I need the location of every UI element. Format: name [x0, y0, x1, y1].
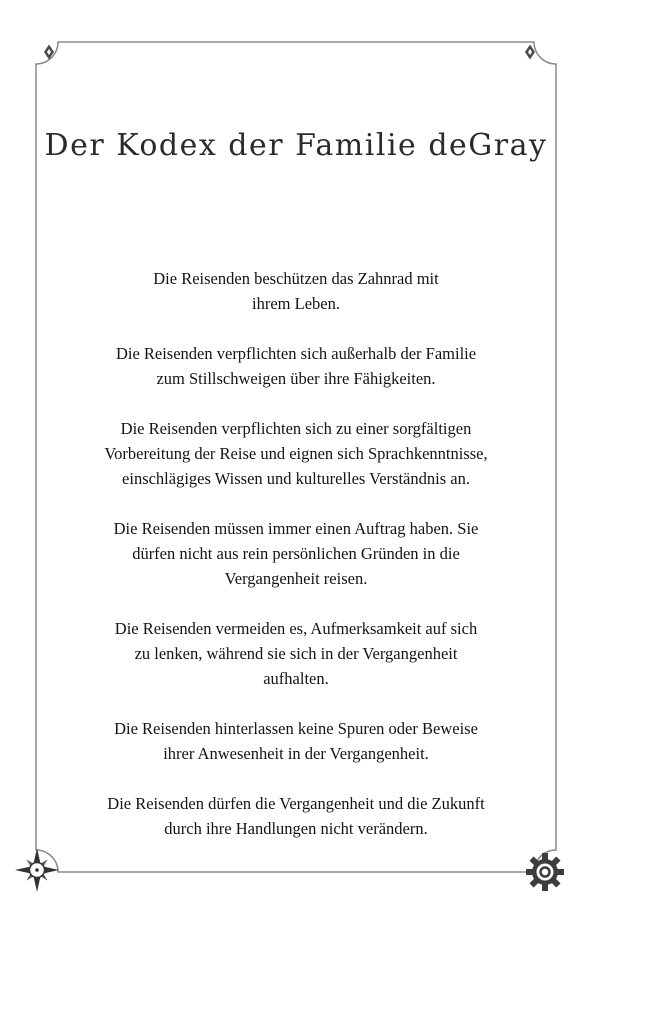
codex-line: Die Reisenden dürfen die Vergangenheit und die Zukunft	[107, 794, 485, 813]
codex-line: Die Reisenden hinterlassen keine Spuren oder Beweise	[114, 719, 478, 738]
codex-line: Vorbereitung der Reise und eignen sich Sprachkenntnisse,	[104, 444, 488, 463]
codex-line: zu lenken, während sie sich in der Vergangenheit	[134, 644, 458, 663]
codex-line: Vergangenheit reisen.	[224, 569, 368, 588]
codex-paragraph	[66, 416, 526, 491]
compass-rose-icon	[12, 845, 62, 895]
codex-line: Die Reisenden müssen immer einen Auftrag haben. Sie	[113, 519, 479, 538]
codex-paragraphs	[66, 266, 526, 866]
page-title: Der Kodex der Familie deGray	[44, 128, 548, 163]
gear-icon	[524, 851, 566, 893]
diamond-ornament-icon	[519, 41, 541, 63]
codex-paragraph	[66, 516, 526, 591]
diamond-ornament-icon	[38, 41, 60, 63]
codex-line: Die Reisenden verpflichten sich außerhalb der Familie	[115, 344, 477, 363]
codex-line: durch ihre Handlungen nicht verändern.	[164, 819, 428, 838]
codex-line: einschlägiges Wissen und kulturelles Verständnis an.	[122, 469, 470, 488]
codex-paragraph	[66, 341, 526, 391]
codex-paragraph	[66, 266, 526, 316]
codex-paragraph	[66, 716, 526, 766]
codex-line: ihrer Anwesenheit in der Vergangenheit.	[163, 744, 429, 763]
codex-line: zum Stillschweigen über ihre Fähigkeiten.	[156, 369, 436, 388]
codex-line: ihrem Leben.	[252, 294, 340, 313]
codex-line: dürfen nicht aus rein persönlichen Gründen in die	[132, 544, 460, 563]
codex-line: Die Reisenden verpflichten sich zu einer sorgfältigen	[120, 419, 472, 438]
codex-line: Die Reisenden vermeiden es, Aufmerksamkeit auf sich	[114, 619, 478, 638]
codex-paragraph	[66, 791, 526, 841]
codex-line: Die Reisenden beschützen das Zahnrad mit	[153, 269, 439, 288]
codex-line: aufhalten.	[263, 669, 329, 688]
codex-paragraph	[66, 616, 526, 691]
